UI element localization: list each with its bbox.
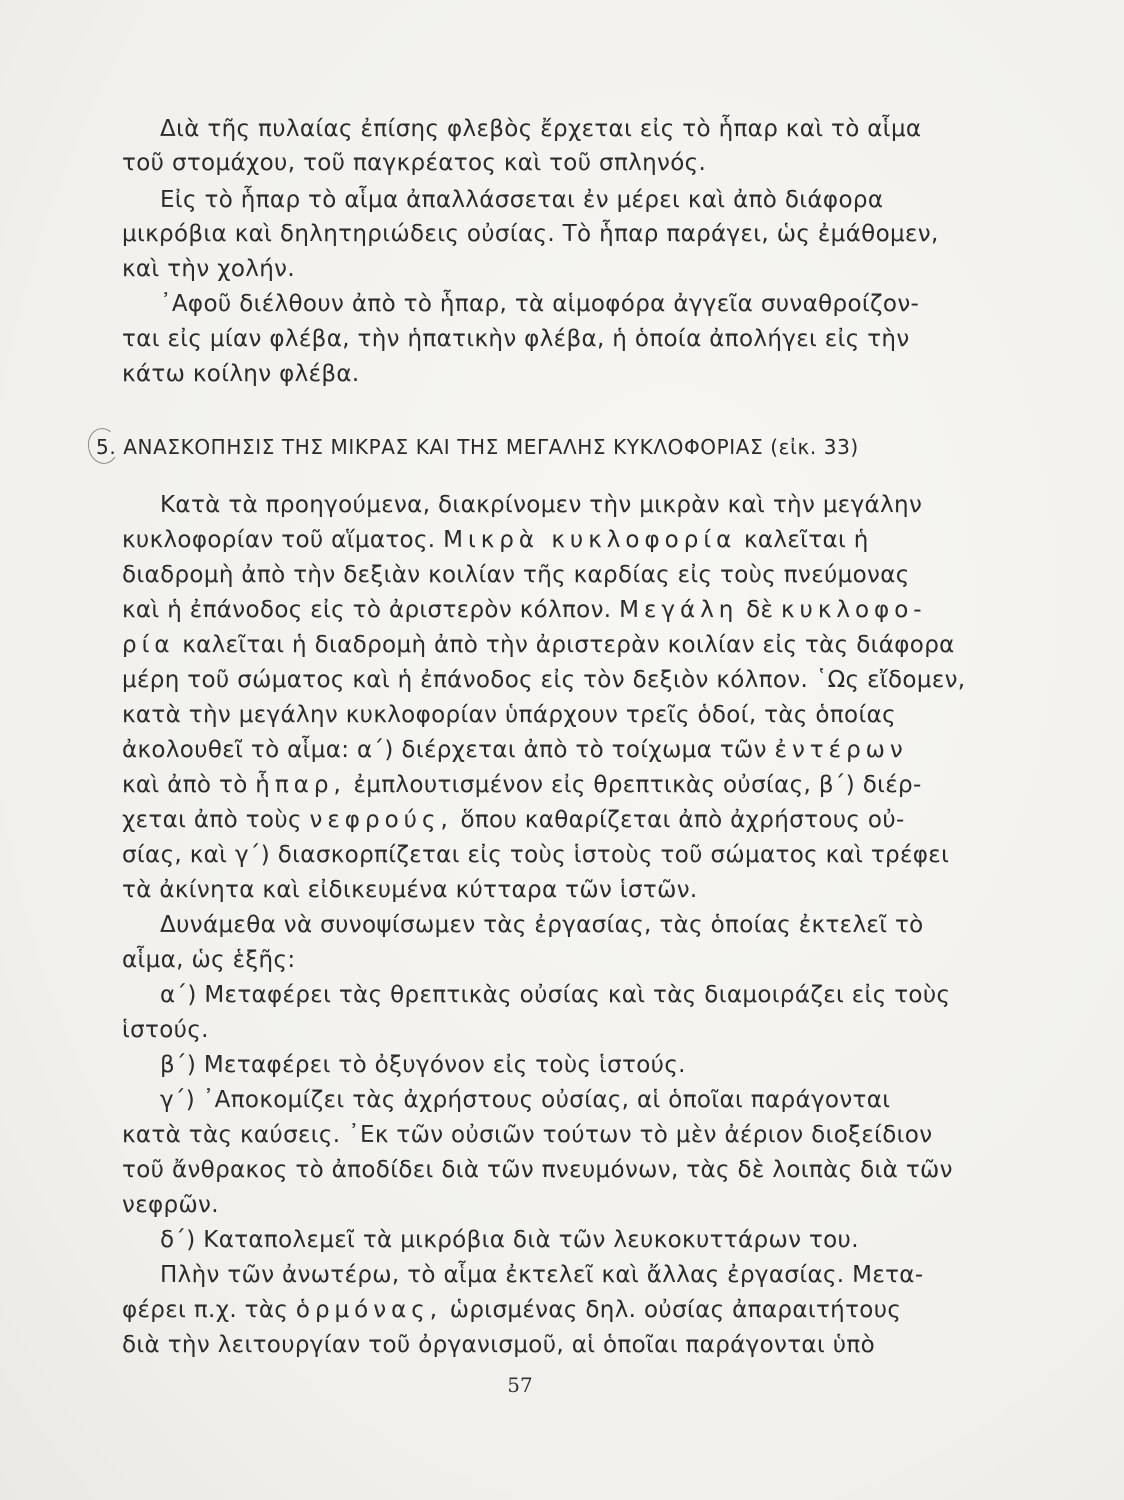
paragraph-1-line-1: Διὰ τῆς πυλαίας ἐπίσης φλεβὸς ἔρχεται εἰς τὸ ἧπαρ καὶ τὸ αἷμα: [160, 116, 922, 142]
page-number: 57: [507, 1373, 533, 1397]
text-run: καὶ ἀπὸ τὸ: [122, 772, 248, 798]
emphasis-circulation: κυκλοφο-: [780, 597, 927, 623]
paragraph-4-line-11: σίας, καὶ γ΄) διασκορπίζεται εἰς τοὺς ἱστοὺς τοῦ σώματος καὶ τρέφει: [122, 842, 950, 868]
paragraph-6-line-1: Πλὴν τῶν ἀνωτέρω, τὸ αἷμα ἐκτελεῖ καὶ ἄλλας ἐργασίας. Μετα-: [160, 1262, 924, 1288]
list-item-b: β΄) Μεταφέρει τὸ ὀξυγόνον εἰς τοὺς ἱστούς.: [160, 1052, 686, 1078]
paragraph-4-line-4: [122, 593, 927, 627]
text-run: κυκλοφορίαν τοῦ αἵματος.: [122, 527, 436, 553]
list-item-c-line-1: γ΄) ᾿Αποκομίζει τὰς ἀχρήστους οὐσίας, αἱ ὁποῖαι παράγονται: [160, 1087, 891, 1113]
emphasis-hormones: ὁρμόνας,: [295, 1297, 443, 1323]
paragraph-2-line-2: μικρόβια καὶ δηλητηριώδεις οὐσίας. Τὸ ἧπαρ παράγει, ὡς ἐμάθομεν,: [122, 221, 939, 247]
text-run: καλεῖται ἡ: [743, 527, 869, 553]
section-heading: [96, 432, 859, 462]
text-run: ὡρισμένας δηλ. οὐσίας ἀπαραιτήτους: [449, 1297, 902, 1323]
section-number: 5.: [96, 432, 116, 462]
paragraph-4-line-10: [122, 803, 905, 837]
paragraph-5-line-1: Δυνάμεθα νὰ συνοψίσωμεν τὰς ἐργασίας, τὰς ὁποίας ἐκτελεῖ τὸ: [160, 912, 924, 938]
list-item-c-line-2: κατὰ τὰς καύσεις. ᾿Εκ τῶν οὐσιῶν τούτων τὸ μὲν ἀέριον διοξείδιον: [122, 1122, 933, 1148]
paragraph-4-line-7: κατὰ τὴν μεγάλην κυκλοφορίαν ὑπάρχουν τρεῖς ὁδοί, τὰς ὁποίας: [122, 702, 896, 728]
list-item-a-line-1: α΄) Μεταφέρει τὰς θρεπτικὰς οὐσίας καὶ τὰς διαμοιράζει εἰς τοὺς: [160, 982, 951, 1008]
paragraph-2-line-1: Εἰς τὸ ἧπαρ τὸ αἷμα ἀπαλλάσσεται ἐν μέρει καὶ ἀπὸ διάφορα: [160, 187, 884, 213]
paragraph-4-line-5: [122, 628, 955, 662]
text-run: φέρει π.χ. τὰς: [122, 1297, 289, 1323]
list-item-c-line-4: νεφρῶν.: [122, 1192, 219, 1218]
paragraph-4-line-6: μέρη τοῦ σώματος καὶ ἡ ἐπάνοδος εἰς τὸν δεξιὸν κόλπον. ῾Ως εἴδομεν,: [122, 667, 966, 693]
paragraph-3-line-2: ται εἰς μίαν φλέβα, τὴν ἡπατικὴν φλέβα, ἡ ὁποία ἀπολήγει εἰς τὴν: [122, 326, 910, 352]
text-run: καὶ ἡ ἐπάνοδος εἰς τὸ ἀριστερὸν κόλπον.: [122, 597, 612, 623]
emphasis-circulation-end: ρία: [122, 632, 175, 658]
emphasis-kidneys: νεφρούς,: [309, 807, 453, 833]
paragraph-4-line-1: Κατὰ τὰ προηγούμενα, διακρίνομεν τὴν μικρὰν καὶ τὴν μεγάλην: [160, 492, 923, 518]
paragraph-4-line-12: τὰ ἀκίνητα καὶ εἰδικευμένα κύτταρα τῶν ἱστῶν.: [122, 877, 698, 903]
text-run: καλεῖται ἡ διαδρομὴ ἀπὸ τὴν ἀριστερὰν κοιλίαν εἰς τὰς διάφορα: [182, 632, 955, 658]
list-item-c-line-3: τοῦ ἄνθρακος τὸ ἀποδίδει διὰ τῶν πνευμόνων, τὰς δὲ λοιπὰς διὰ τῶν: [122, 1157, 953, 1183]
emphasis-large: Μεγάλη: [619, 597, 739, 623]
paragraph-4-line-2: [122, 523, 869, 557]
text-run: δὲ: [746, 597, 774, 623]
text-run: χεται ἀπὸ τοὺς: [122, 807, 302, 833]
emphasis-intestines: ἐντέρων: [774, 737, 908, 763]
paragraph-4-line-9: [122, 768, 922, 802]
paragraph-4-line-3: διαδρομὴ ἀπὸ τὴν δεξιὰν κοιλίαν τῆς καρδίας εἰς τοὺς πνεύμονας: [122, 562, 910, 588]
paragraph-6-line-3: διὰ τὴν λειτουργίαν τοῦ ὀργανισμοῦ, αἱ ὁποῖαι παράγονται ὑπὸ: [122, 1332, 876, 1358]
list-item-a-line-2: ἱστούς.: [122, 1017, 209, 1043]
emphasis-liver: ἧπαρ,: [255, 772, 346, 798]
paragraph-3-line-1: ᾿Αφοῦ διέλθουν ἀπὸ τὸ ἧπαρ, τὰ αἱμοφόρα ἀγγεῖα συναθροίζον-: [160, 291, 920, 317]
emphasis-small-circulation: Μικρὰ κυκλοφορία: [443, 527, 737, 553]
paragraph-4-line-8: [122, 733, 908, 767]
paragraph-6-line-2: [122, 1293, 901, 1327]
paragraph-3-line-3: κάτω κοίλην φλέβα.: [122, 361, 360, 387]
text-run: ἀκολουθεῖ τὸ αἷμα: α΄) διέρχεται ἀπὸ τὸ τοίχωμα τῶν: [122, 737, 767, 763]
paragraph-2-line-3: καὶ τὴν χολήν.: [122, 256, 295, 282]
section-title: ΑΝΑΣΚΟΠΗΣΙΣ ΤΗΣ ΜΙΚΡΑΣ ΚΑΙ ΤΗΣ ΜΕΓΑΛΗΣ ΚΥΚΛΟΦΟΡΙΑΣ (εἰκ. 33): [123, 435, 859, 459]
list-item-d: δ΄) Καταπολεμεῖ τὰ μικρόβια διὰ τῶν λευκοκυττάρων του.: [160, 1227, 859, 1253]
paragraph-5-line-2: αἷμα, ὡς ἑξῆς:: [122, 947, 296, 973]
text-run: ὅπου καθαρίζεται ἀπὸ ἀχρήστους οὐ-: [460, 807, 905, 833]
text-run: ἐμπλουτισμένον εἰς θρεπτικὰς οὐσίας, β΄) διέρ-: [353, 772, 922, 798]
paragraph-1-line-2: τοῦ στομάχου, τοῦ παγκρέατος καὶ τοῦ σπληνός.: [122, 150, 707, 176]
